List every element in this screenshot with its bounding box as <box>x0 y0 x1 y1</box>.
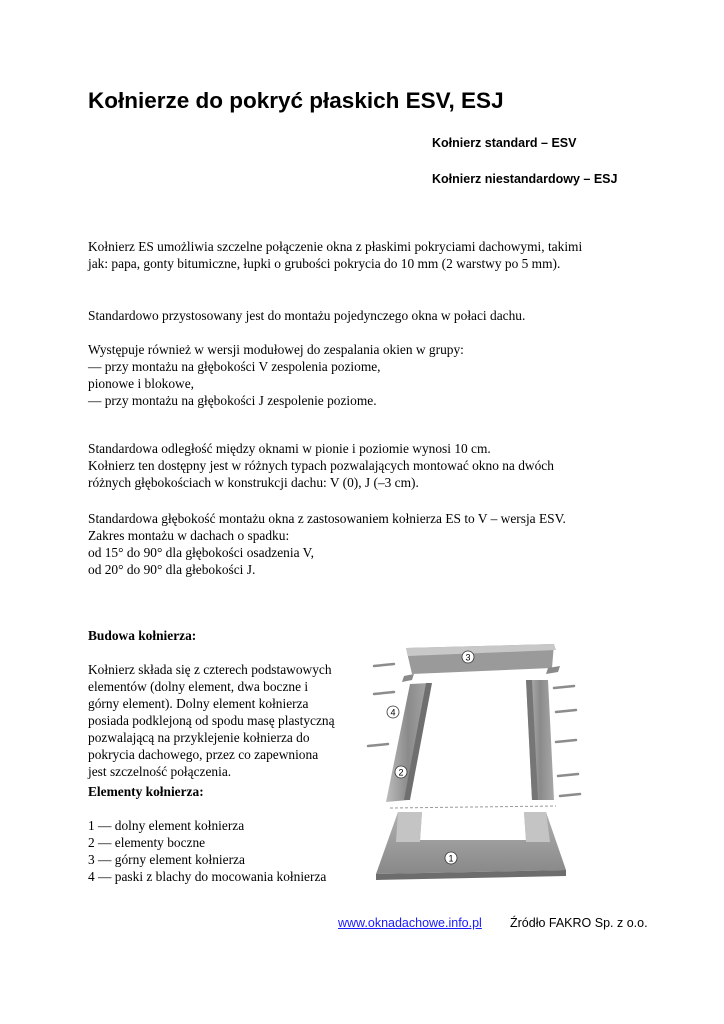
callout-label-3 <box>462 651 474 663</box>
paragraph-standard: Standardowo przystosowany jest do montażu pojedynczego okna w połaci dachu. <box>88 308 526 323</box>
list-item: 4 — paski z blachy do mocowania kołnierza <box>88 869 327 884</box>
elements-list <box>88 817 326 885</box>
callout-label-1 <box>445 852 457 864</box>
construction-body: Kołnierz składa się z czterech podstawowych elementów (dolny element, dwa boczne i górny element). Dolny element kołnierza posiada podklejoną od spodu masę plastyczną pozwalającą na przyklejenie kołnierza do pokrycia dachowego, przez co zapewniona jest szczelność połączenia. <box>88 662 335 779</box>
svg-text:3: 3 <box>465 652 471 663</box>
top-flashing-element <box>402 644 560 682</box>
footer-link[interactable]: www.oknadachowe.info.pl <box>338 916 482 930</box>
svg-text:1: 1 <box>448 853 454 864</box>
footer-source: Źródło FAKRO Sp. z o.o. <box>510 916 648 930</box>
svg-text:4: 4 <box>390 707 396 718</box>
callout-label-2 <box>395 766 407 778</box>
list-item: 3 — górny element kołnierza <box>88 852 245 867</box>
page-title: Kołnierze do pokryć płaskich ESV, ESJ <box>88 88 504 113</box>
left-side-element <box>386 683 432 802</box>
subtitle-standard: Kołnierz standard – ESV <box>432 136 577 150</box>
callout-label-4 <box>387 706 399 718</box>
paragraph-distance: Standardowa odległość między oknami w pionie i poziomie wynosi 10 cm. Kołnierz ten dostępny jest w różnych typach pozwalających montować okno na dwóch różnych głębokościach w konstrukcji dachu: V (0), J (–3 cm). <box>88 441 554 490</box>
svg-text:2: 2 <box>398 767 404 778</box>
right-side-element <box>526 680 554 800</box>
subtitle-nonstandard: Kołnierz niestandardowy – ESJ <box>432 172 618 186</box>
paragraph-modular: Występuje również w wersji modułowej do zespalania okien w grupy: — przy montażu na głębokości V zespolenia poziome, pionowe i blokowe, — przy montażu na głębokości J zespolenie poziome. <box>88 342 464 408</box>
paragraph-intro: Kołnierz ES umożliwia szczelne połączenie okna z płaskimi pokryciami dachowymi, takimi jak: papa, gonty bitumiczne, łupki o grubości pokrycia do 10 mm (2 warstwy po 5 mm). <box>88 239 583 271</box>
list-item: 1 — dolny element kołnierza <box>88 818 245 833</box>
paragraph-depth: Standardowa głębokość montażu okna z zastosowaniem kołnierza ES to V – wersja ESV. Zakres montażu w dachach o spadku: od 15° do 90° dla głębokości osadzenia V, od 20° do 90° dla głebokości J. <box>88 511 566 577</box>
list-item: 2 — elementy boczne <box>88 835 206 850</box>
bottom-flashing-element <box>376 806 566 880</box>
elements-heading: Elementy kołnierza: <box>88 784 204 799</box>
flashing-diagram <box>360 636 590 882</box>
construction-heading: Budowa kołnierza: <box>88 628 197 643</box>
